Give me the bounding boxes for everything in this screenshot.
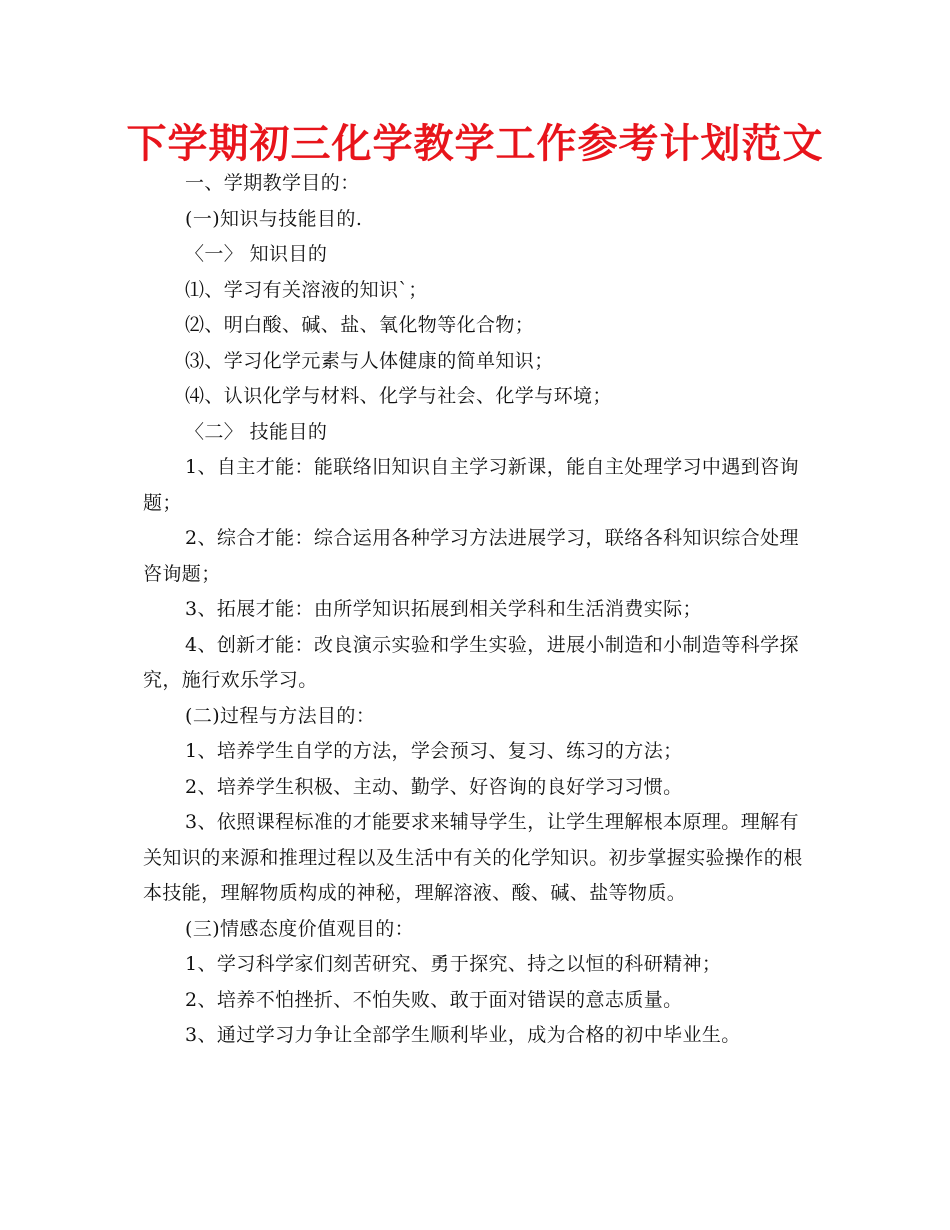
subsection-heading-knowledge-skills: (一)知识与技能目的. <box>185 207 363 230</box>
list-item: ⑶、学习化学元素与人体健康的简单知识； <box>185 349 554 372</box>
list-item: 1、培养学生自学的方法，学会预习、复习、练习的方法； <box>185 740 683 762</box>
list-item: 3、通过学习力争让全部学生顺利毕业，成为合格的初中毕业生。 <box>185 1024 741 1046</box>
section-heading-teaching-goals: 一、学期教学目的： <box>185 172 360 194</box>
list-item: 4、创新才能：改良演示实验和学生实验，进展小制造和小制造等科学探究，施行欢乐学习。 <box>143 633 799 691</box>
subsection-heading-process-methods: (二)过程与方法目的： <box>185 704 376 727</box>
subsection-heading-knowledge: 〈一〉 知识目的 <box>185 243 328 265</box>
list-item: ⑴、学习有关溶液的知识`； <box>185 278 428 301</box>
document-title: 下学期初三化学教学工作参考计划范文 <box>126 121 824 167</box>
document-body <box>143 166 815 1054</box>
list-item: 3、拓展才能：由所学知识拓展到相关学科和生活消费实际； <box>185 598 702 620</box>
list-item: 1、自主才能：能联络旧知识自主学习新课，能自主处理学习中遇到咨询题； <box>143 456 799 514</box>
list-item: 2、综合才能：综合运用各种学习方法进展学习，联络各科知识综合处理咨询题； <box>143 527 799 585</box>
subsection-heading-skills: 〈二〉 技能目的 <box>185 420 328 443</box>
list-item: 2、培养不怕挫折、不怕失败、敢于面对错误的意志质量。 <box>185 988 683 1011</box>
list-item: ⑷、认识化学与材料、化学与社会、化学与环境； <box>185 385 612 407</box>
subsection-heading-attitude-values: (三)情感态度价值观目的： <box>185 917 415 940</box>
list-item: 1、学习科学家们刻苦研究、勇于探究、持之以恒的科研精神； <box>185 953 722 975</box>
list-item: 3、依照课程标准的才能要求来辅导学生，让学生理解根本原理。理解有关知识的来源和推理过程以及生活中有关的化学知识。初步掌握实验操作的根本技能，理解物质构成的神秘，理解溶液、酸、碱、盐等物质。 <box>143 811 803 904</box>
list-item: 2、培养学生积极、主动、勤学、好咨询的良好学习习惯。 <box>185 775 683 798</box>
list-item: ⑵、明白酸、碱、盐、氧化物等化合物； <box>185 314 535 336</box>
